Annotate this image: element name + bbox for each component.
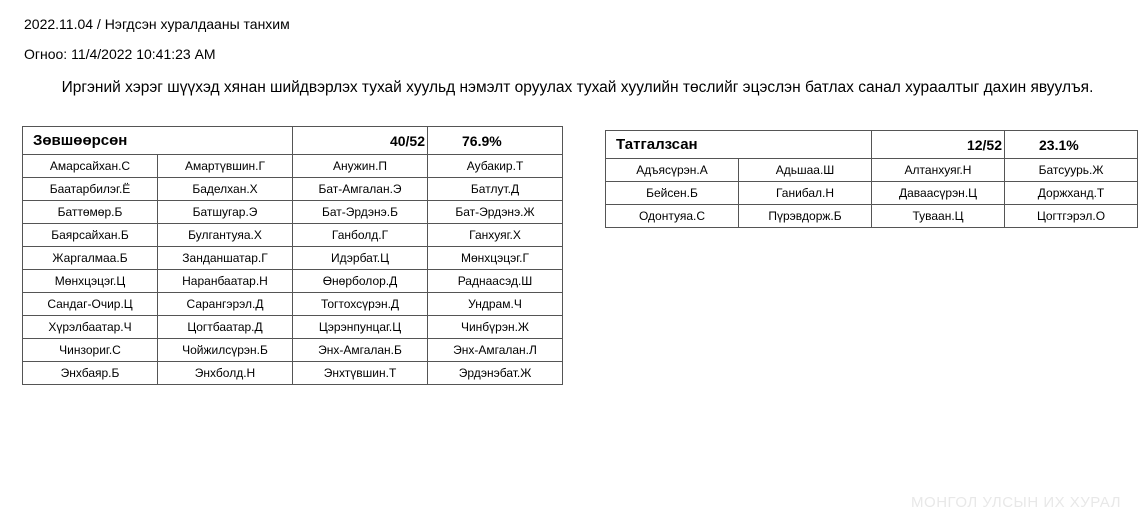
- member-name: Алтанхуяг.Н: [872, 159, 1005, 182]
- table-row: [606, 159, 1138, 182]
- member-name: Ундрам.Ч: [428, 293, 563, 316]
- member-name: Ганхуяг.Х: [428, 224, 563, 247]
- table-row: [606, 205, 1138, 228]
- member-name: Туваан.Ц: [872, 205, 1005, 228]
- member-name: Ганболд.Г: [293, 224, 428, 247]
- rejected-table: [605, 130, 1138, 228]
- table-row: [23, 339, 563, 362]
- member-name: Цогтгэрэл.О: [1005, 205, 1138, 228]
- member-name: Баттөмөр.Б: [23, 201, 158, 224]
- member-name: Доржханд.Т: [1005, 182, 1138, 205]
- vote-topic: Иргэний хэрэг шүүхэд хянан шийдвэрлэх тухай хуульд нэмэлт оруулах тухай хуулийн төслийг эцэслэн батлах санал хураалтыг дахин явуулъя.: [61, 79, 1094, 96]
- member-name: Баярсайхан.Б: [23, 224, 158, 247]
- approved-percent: 76.9%: [428, 127, 563, 155]
- member-name: Энхбаяр.Б: [23, 362, 158, 385]
- member-name: Батсуурь.Ж: [1005, 159, 1138, 182]
- member-name: Анужин.П: [293, 155, 428, 178]
- member-name: Энх-Амгалан.Б: [293, 339, 428, 362]
- table-row: [23, 362, 563, 385]
- member-name: Даваасүрэн.Ц: [872, 182, 1005, 205]
- member-name: Бейсен.Б: [606, 182, 739, 205]
- rejected-count: 12/52: [872, 131, 1005, 159]
- member-name: Бат-Эрдэнэ.Б: [293, 201, 428, 224]
- table-row: [23, 155, 563, 178]
- member-name: Занданшатар.Г: [158, 247, 293, 270]
- table-row: [23, 316, 563, 339]
- vote-date: Огноо: 11/4/2022 10:41:23 AM: [24, 46, 216, 62]
- member-name: Чойжилсүрэн.Б: [158, 339, 293, 362]
- member-name: Адъясүрэн.А: [606, 159, 739, 182]
- member-name: Бат-Амгалан.Э: [293, 178, 428, 201]
- member-name: Баатарбилэг.Ё: [23, 178, 158, 201]
- member-name: Одонтуяа.С: [606, 205, 739, 228]
- member-name: Сандаг-Очир.Ц: [23, 293, 158, 316]
- member-name: Наранбаатар.Н: [158, 270, 293, 293]
- member-name: Жаргалмаа.Б: [23, 247, 158, 270]
- table-row: [23, 224, 563, 247]
- table-row: [606, 182, 1138, 205]
- member-name: Батлут.Д: [428, 178, 563, 201]
- member-name: Мөнхцэцэг.Г: [428, 247, 563, 270]
- member-name: Идэрбат.Ц: [293, 247, 428, 270]
- member-name: Хүрэлбаатар.Ч: [23, 316, 158, 339]
- member-name: Амартүвшин.Г: [158, 155, 293, 178]
- member-name: Чинбүрэн.Ж: [428, 316, 563, 339]
- member-name: Раднаасэд.Ш: [428, 270, 563, 293]
- member-name: Чинзориг.С: [23, 339, 158, 362]
- approved-names: [23, 155, 563, 385]
- table-row: [23, 178, 563, 201]
- member-name: Адьшаа.Ш: [739, 159, 872, 182]
- table-row: [23, 201, 563, 224]
- session-title: 2022.11.04 / Нэгдсэн хуралдааны танхим: [24, 16, 290, 32]
- member-name: Булгантуяа.Х: [158, 224, 293, 247]
- rejected-title: Татгалзсан: [606, 131, 872, 159]
- member-name: Энхболд.Н: [158, 362, 293, 385]
- member-name: Пүрэвдорж.Б: [739, 205, 872, 228]
- member-name: Амарсайхан.С: [23, 155, 158, 178]
- rejected-header-row: [606, 131, 1138, 159]
- member-name: Энхтүвшин.Т: [293, 362, 428, 385]
- table-row: [23, 247, 563, 270]
- rejected-names: [606, 159, 1138, 228]
- approved-header-row: [23, 127, 563, 155]
- member-name: Цэрэнпунцаг.Ц: [293, 316, 428, 339]
- approved-title: Зөвшөөрсөн: [23, 127, 293, 155]
- member-name: Батшугар.Э: [158, 201, 293, 224]
- member-name: Бат-Эрдэнэ.Ж: [428, 201, 563, 224]
- member-name: Цогтбаатар.Д: [158, 316, 293, 339]
- approved-count: 40/52: [293, 127, 428, 155]
- member-name: Аубакир.Т: [428, 155, 563, 178]
- member-name: Баделхан.Х: [158, 178, 293, 201]
- member-name: Ганибал.Н: [739, 182, 872, 205]
- table-row: [23, 270, 563, 293]
- approved-table: [22, 126, 563, 385]
- rejected-percent: 23.1%: [1005, 131, 1138, 159]
- member-name: Өнөрболор.Д: [293, 270, 428, 293]
- member-name: Энх-Амгалан.Л: [428, 339, 563, 362]
- member-name: Тогтохсүрэн.Д: [293, 293, 428, 316]
- member-name: Мөнхцэцэг.Ц: [23, 270, 158, 293]
- table-row: [23, 293, 563, 316]
- member-name: Эрдэнэбат.Ж: [428, 362, 563, 385]
- member-name: Сарангэрэл.Д: [158, 293, 293, 316]
- parliament-watermark: МОНГОЛ УЛСЫН ИХ ХУРАЛ: [911, 494, 1121, 511]
